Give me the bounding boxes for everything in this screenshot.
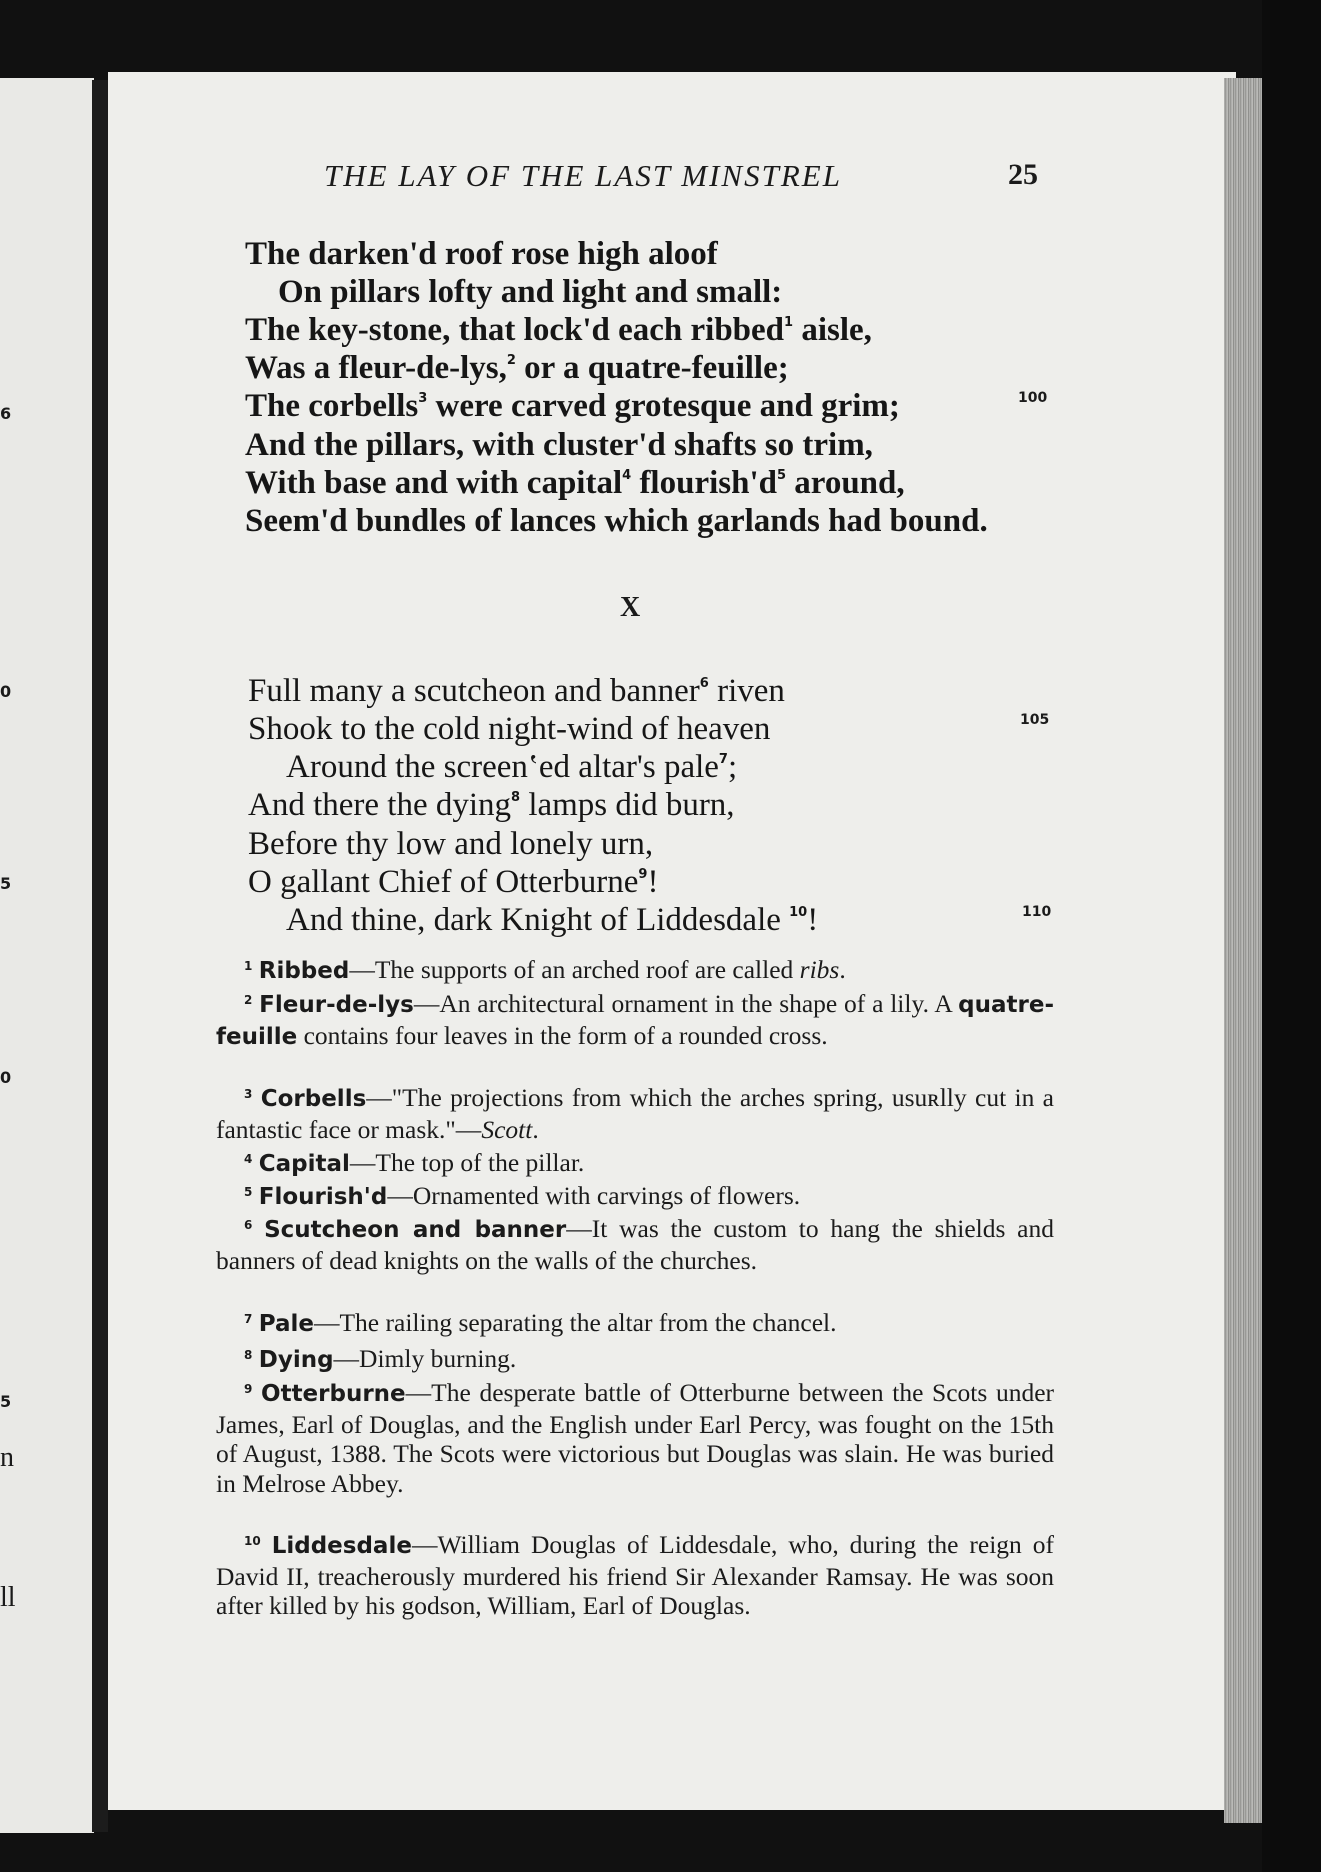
footnote-term: Pale bbox=[258, 1311, 314, 1337]
line-number: 105 bbox=[1020, 712, 1050, 728]
footnote-ref[interactable]: 3 bbox=[418, 391, 428, 406]
verse-line: O gallant Chief of Otterburne$^9$! bbox=[248, 864, 659, 900]
footnote-number: 2 bbox=[244, 993, 253, 1007]
verse-line: The corbells$^3$ were carved grotesque and grim; bbox=[245, 388, 900, 424]
footnote-ref[interactable]: 1 bbox=[784, 315, 794, 330]
footnote: $^3$ Corbells—"The projections from which the arches spring, usuʀlly cut in a fantastic face or mask."—Scott. bbox=[216, 1083, 1055, 1144]
footnote-ref[interactable]: 10 bbox=[789, 905, 808, 920]
facing-page-line-number: 0 bbox=[0, 682, 12, 701]
footnote-number: 9 bbox=[244, 1382, 253, 1396]
footnote-term: Capital bbox=[258, 1151, 350, 1177]
footnote: $^7$ Pale—The railing separating the altar from the chancel. bbox=[244, 1308, 837, 1337]
running-head: THE LAY OF THE LAST MINSTREL bbox=[324, 158, 842, 193]
footnote-ref[interactable]: 8 bbox=[511, 790, 521, 805]
footnote: $^6$ Scutcheon and banner—It was the custom to hang the shields and banners of dead knights on the walls of the churches. bbox=[216, 1214, 1054, 1275]
footnote: $^5$ Flourish'd—Ornamented with carvings of flowers. bbox=[244, 1181, 801, 1210]
verse-line: And the pillars, with cluster'd shafts so trim, bbox=[245, 427, 873, 463]
page-number: 25 bbox=[1008, 158, 1038, 191]
footnote: $^{10}$ Liddesdale—William Douglas of Liddesdale, who, during the reign of David II, treacherously murdered his friend Sir Alexander Ramsay. He was soon after killed by his godson, William, Earl of Douglas. bbox=[216, 1530, 1055, 1620]
footnote: $^4$ Capital—The top of the pillar. bbox=[244, 1148, 585, 1177]
footnote-ref[interactable]: 7 bbox=[718, 752, 728, 767]
footnote-term: Corbells bbox=[260, 1086, 367, 1112]
footnote-ref[interactable]: 5 bbox=[776, 468, 787, 483]
verse-line: The key-stone, that lock'd each ribbed$^1$ aisle, bbox=[245, 312, 872, 348]
verse-line: Full many a scutcheon and banner$^6$ riven bbox=[248, 673, 785, 709]
footnote-ref[interactable]: 4 bbox=[622, 468, 632, 483]
footnote-ref[interactable]: 9 bbox=[638, 867, 648, 882]
footnote-number: 8 bbox=[244, 1348, 253, 1362]
scan-background bbox=[1262, 0, 1321, 1872]
footnote-term: Fleur-de-lys bbox=[259, 992, 414, 1018]
footnote: $^1$ Ribbed—The supports of an arched roof are called ribs. bbox=[244, 955, 846, 984]
footnote-number: 10 bbox=[244, 1534, 261, 1548]
facing-page-edge bbox=[0, 78, 94, 1833]
verse-line: And thine, dark Knight of Liddesdale $^{10}$! bbox=[286, 902, 819, 938]
footnote: $^9$ Otterburne—The desperate battle of Otterburne between the Scots under James, Earl of Douglas, and the English under Earl Percy, was fought on the 15th of August, 1388. The Scots were victorious but Douglas was slain. He was buried in Melrose Abbey. bbox=[216, 1378, 1055, 1498]
facing-page-text-fragment: ll bbox=[0, 1582, 16, 1613]
verse-line: With base and with capital$^4$ $flourish'd^5$ around, bbox=[245, 465, 905, 501]
footnote-number: 4 bbox=[244, 1152, 253, 1166]
verse-line: Shook to the cold night-wind of heaven bbox=[248, 711, 771, 747]
facing-page-line-number: 6 bbox=[0, 404, 12, 423]
footnote-term: Otterburne bbox=[261, 1381, 406, 1407]
footnote-number: 3 bbox=[244, 1087, 253, 1101]
stanza-numeral: X bbox=[620, 592, 641, 623]
footnote-number: 5 bbox=[244, 1185, 253, 1199]
footnote-number: 6 bbox=[244, 1218, 253, 1232]
verse-line: The darken'd roof rose high aloof bbox=[245, 236, 718, 272]
book-gutter bbox=[92, 80, 108, 1832]
footnote: $^2$ Fleur-de-lys—An architectural ornament in the shape of a lily. A quatre-feuille contains four leaves in the form of a rounded cross. bbox=[216, 989, 1055, 1050]
line-number: 110 bbox=[1022, 904, 1052, 920]
footnote-number: 7 bbox=[244, 1312, 253, 1326]
verse-line: And there the dying$^8$ lamps did burn, bbox=[248, 787, 735, 823]
facing-page-line-number: 0 bbox=[0, 1068, 12, 1087]
footnote-ref[interactable]: 6 bbox=[699, 676, 709, 691]
verse-line: Seem'd bundles of lances which garlands had bound. bbox=[245, 503, 988, 539]
facing-page-line-number: 5 bbox=[0, 874, 12, 893]
line-number: 100 bbox=[1018, 390, 1048, 406]
footnote-term: quatre-feuille bbox=[216, 992, 1055, 1050]
facing-page-text-fragment: n bbox=[0, 1442, 14, 1473]
footnote-term: Flourish'd bbox=[258, 1184, 388, 1210]
verse-line: Around the screenʽed altar's pale$^7$; bbox=[286, 749, 738, 785]
footnote-term: Liddesdale bbox=[271, 1533, 412, 1559]
footnote-term: Scutcheon and banner bbox=[264, 1217, 567, 1243]
verse-line: On pillars lofty and light and small: bbox=[278, 274, 783, 310]
footnote-term: Ribbed bbox=[258, 958, 350, 984]
footnote: $^8$ Dying—Dimly burning. bbox=[244, 1344, 517, 1373]
verse-line: Was a fleur-de-lys,$^2$ or a quatre-feuille; bbox=[245, 350, 789, 386]
page-edges bbox=[1224, 78, 1264, 1823]
footnote-term: Dying bbox=[258, 1347, 334, 1373]
footnote-number: 1 bbox=[244, 959, 253, 973]
footnote-ref[interactable]: 2 bbox=[506, 353, 516, 368]
facing-page-line-number: 5 bbox=[0, 1392, 12, 1411]
verse-line: Before thy low and lonely urn, bbox=[248, 826, 654, 862]
